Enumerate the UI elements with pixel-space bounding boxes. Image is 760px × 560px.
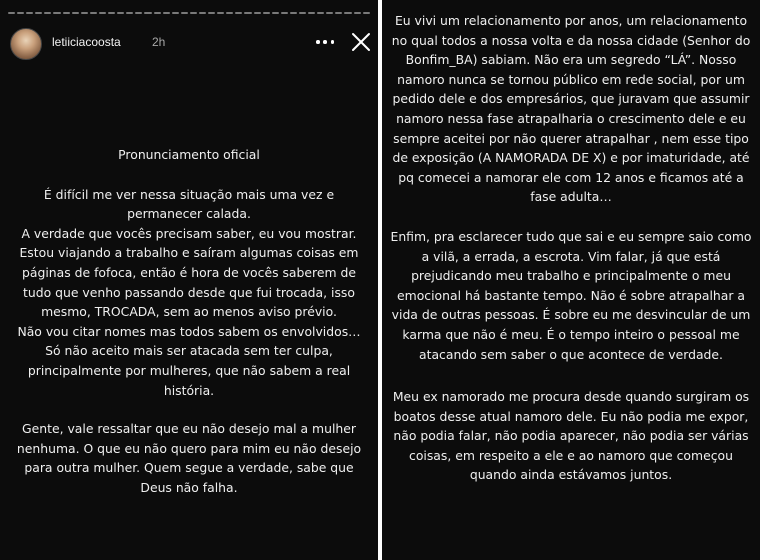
statement-title: Pronunciamento oficial [118,147,260,162]
progress-segment [226,12,233,14]
progress-segment [235,12,242,14]
progress-segment [299,12,306,14]
progress-segment [217,12,224,14]
progress-segment [35,12,42,14]
story-paragraph: Gente, vale ressaltar que eu não desejo mal a mulher nenhuma. O que eu não quero para mim eu não desejo para outra mulher. Quem segue a verdade, sabe que Deus não falha. [16,421,362,495]
story-paragraph: Enfim, pra esclarecer tudo que sai e eu sempre saio como a vilã, a errada, a escrota. Vim falar, já que está prejudicando meu trabalho e principalmente o meu emocional há bastante tempo. Não é sobre atrapalhar a vida de outras pessoas. É sobre eu me desvincular de um karma que não é meu. É o tempo inteiro o pessoal me atacando sem saber o que acontece de verdade. [390,228,752,362]
progress-segment [199,12,206,14]
story-paragraph: É difícil me ver nessa situação mais uma vez e permanecer calada. [43,186,335,222]
progress-segment [8,12,15,14]
progress-segment [181,12,188,14]
progress-segment [244,12,251,14]
story-paragraph: Meu ex namorado me procura desde quando surgiram os boatos desse atual namoro dele. Eu não podia me expor, não podia falar, não podia aparecer, não podia ser várias coisas, em respeito a ele e ao namoro que começou quando ainda estávamos juntos. [392,389,750,483]
progress-segment [72,12,79,14]
progress-segment [363,12,370,14]
story-progress-bar [8,12,370,14]
progress-segment [317,12,324,14]
avatar[interactable] [10,28,42,60]
progress-segment [144,12,151,14]
progress-segment [63,12,70,14]
progress-segment [99,12,106,14]
progress-segment [117,12,124,14]
progress-segment [272,12,279,14]
story-paragraph: Eu vivi um relacionamento por anos, um relacionamento no qual todos a nossa volta e da nossa cidade (Senhor do Bonfim_BA) sabiam. Não era um segredo “LÁ”. Nosso namoro nunca se tornou público em rede social, por um pedido dele e dos empresários, que juravam que assumir namoro nessa fase atrapalharia o crescimento dele e eu sempre aceitei por não querer atrapalhar , nem esse tipo de exposição (A NAMORADA DE X) e por imaturidade, até pq comecei a namorar ele com 12 anos e ficamos até a fase adulta… [391,13,751,205]
post-time: 2h [152,35,166,49]
progress-segment [281,12,288,14]
progress-segment [308,12,315,14]
story-text-right [390,11,752,485]
story-paragraph: Não vou citar nomes mas todos sabem os envolvidos… Só não aceito mais ser atacada sem ter culpa, principalmente por mulheres, que não sabem a real história. [17,323,361,398]
progress-segment [26,12,33,14]
progress-segment [172,12,179,14]
progress-segment [163,12,170,14]
progress-segment [44,12,51,14]
progress-segment [135,12,142,14]
progress-segment [81,12,88,14]
progress-segment [126,12,133,14]
more-horizontal-icon[interactable] [316,35,334,49]
story-text-left [8,145,370,498]
close-x-icon[interactable] [350,31,372,53]
progress-segment [263,12,270,14]
progress-segment [108,12,115,14]
progress-segment [335,12,342,14]
progress-segment [17,12,24,14]
progress-segment [254,12,261,14]
story-paragraph: A verdade que vocês precisam saber, eu vou mostrar. [21,225,357,241]
username[interactable]: letiiciacoosta [52,35,121,49]
progress-segment [90,12,97,14]
progress-segment [354,12,361,14]
story-paragraph: Estou viajando a trabalho e saíram algumas coisas em páginas de fofoca, então é hora de vocês saberem de tudo que venho passando desde que fui trocada, isso mesmo, TROCADA, sem ao menos aviso prévio. [19,245,359,320]
story-panel-left[interactable] [0,0,378,560]
progress-segment [154,12,161,14]
progress-segment [190,12,197,14]
story-header [10,26,370,62]
progress-segment [344,12,351,14]
progress-segment [326,12,333,14]
progress-segment [208,12,215,14]
progress-segment [53,12,60,14]
progress-segment [290,12,297,14]
story-panel-right[interactable] [382,0,760,560]
